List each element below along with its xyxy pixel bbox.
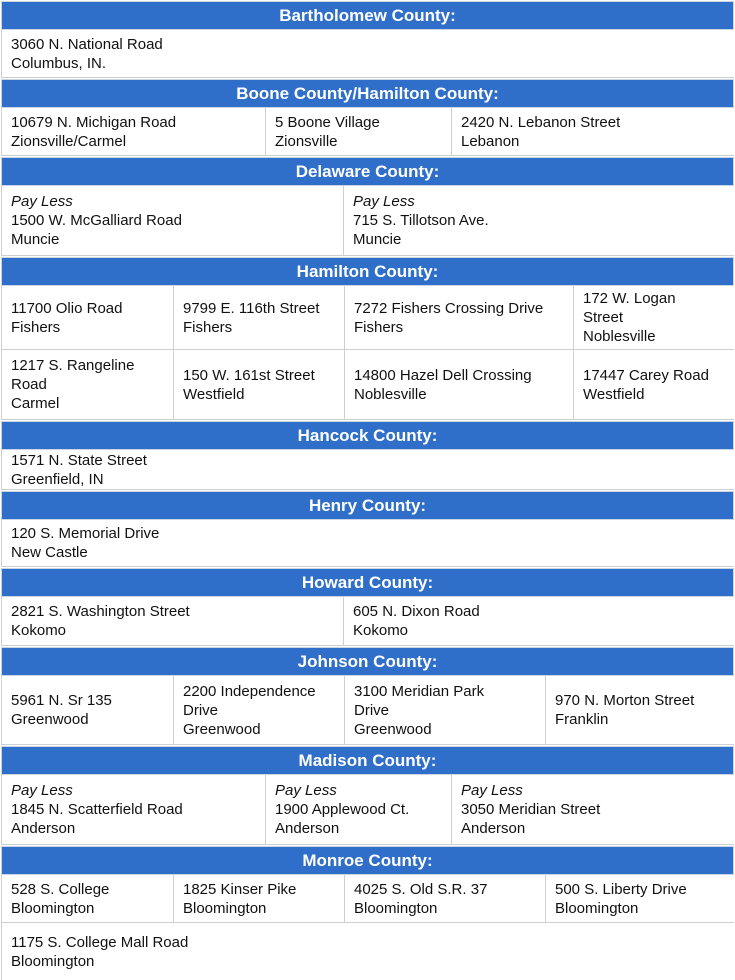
address-cell xyxy=(265,108,451,155)
city-line: Noblesville xyxy=(583,328,656,345)
street-line: 1571 N. State Street xyxy=(11,451,147,469)
street-line: 5961 N. Sr 135 xyxy=(11,692,112,709)
city-line: New Castle xyxy=(11,544,88,561)
street-line: 1175 S. College Mall Road xyxy=(11,933,189,951)
address-cell xyxy=(1,676,173,744)
street-line: 9799 E. 116th Street xyxy=(183,299,320,317)
address-cell xyxy=(1,875,173,922)
store-label: Pay Less xyxy=(11,193,73,210)
street-line: 715 S. Tillotson Ave. xyxy=(353,212,489,229)
city-line: Zionsville/Carmel xyxy=(11,132,127,150)
street-line: 500 S. Liberty Drive xyxy=(555,880,687,898)
city-line: Greenwood xyxy=(354,720,432,738)
address-cell xyxy=(1,350,173,419)
city-line: Anderson xyxy=(11,820,76,837)
address-cell xyxy=(344,286,573,349)
city-line: Franklin xyxy=(555,711,609,728)
city-line: Fishers xyxy=(354,318,404,336)
street-line: 1900 Applewood Ct. xyxy=(275,801,410,818)
address-cell xyxy=(1,286,173,349)
city-line: Bloomington xyxy=(555,899,639,917)
street-line: 150 W. 161st Street xyxy=(183,366,315,384)
city-line: Bloomington xyxy=(354,899,438,917)
address-cell xyxy=(173,286,344,349)
address-cell xyxy=(573,350,734,419)
city-line: Columbus, IN. xyxy=(11,54,107,72)
address-cell xyxy=(344,350,573,419)
table-row xyxy=(1,30,734,78)
city-line: Bloomington xyxy=(11,899,95,917)
street-line: 120 S. Memorial Drive xyxy=(11,525,160,542)
city-line: Fishers xyxy=(183,318,233,336)
city-line: Bloomington xyxy=(183,899,267,917)
city-line: Greenwood xyxy=(183,720,261,738)
address-cell xyxy=(1,520,734,566)
city-line: Kokomo xyxy=(353,622,409,639)
address-cell xyxy=(1,597,343,645)
address-cell xyxy=(1,186,343,255)
address-cell xyxy=(1,923,734,980)
address-cell xyxy=(173,875,344,922)
store-label: Pay Less xyxy=(353,193,415,210)
section-header-henry: Henry County: xyxy=(1,491,734,520)
street-line: 3100 Meridian Park xyxy=(354,682,485,700)
street-line: Road xyxy=(11,376,47,393)
table-row xyxy=(1,186,734,256)
street-line: 528 S. College xyxy=(11,880,110,898)
table-row xyxy=(1,286,734,350)
street-line: 2200 Independence xyxy=(183,682,316,700)
city-line: Anderson xyxy=(461,820,526,837)
address-cell xyxy=(343,186,734,255)
store-label: Pay Less xyxy=(11,782,73,799)
street-line: 7272 Fishers Crossing Drive xyxy=(354,299,544,317)
address-cell xyxy=(545,875,734,922)
address-cell xyxy=(1,30,734,77)
table-row xyxy=(1,597,734,646)
city-line: Lebanon xyxy=(461,132,520,150)
address-cell xyxy=(573,286,734,349)
table-row xyxy=(1,775,734,845)
address-cell xyxy=(1,450,734,489)
street-line: 11700 Olio Road xyxy=(11,299,123,317)
street-line: 605 N. Dixon Road xyxy=(353,603,480,620)
street-line: 3060 N. National Road xyxy=(11,35,163,53)
street-line: 1825 Kinser Pike xyxy=(183,880,297,898)
city-line: Muncie xyxy=(353,231,402,248)
street-line: 172 W. Logan xyxy=(583,290,676,307)
street-line: 17447 Carey Road xyxy=(583,366,709,384)
table-row xyxy=(1,676,734,745)
address-cell xyxy=(344,875,545,922)
section-header-johnson: Johnson County: xyxy=(1,647,734,676)
street-line: 2420 N. Lebanon Street xyxy=(461,113,621,131)
table-row xyxy=(1,450,734,490)
street-line: 970 N. Morton Street xyxy=(555,692,695,709)
city-line: Westfield xyxy=(183,385,245,403)
street-line: Drive xyxy=(354,701,390,719)
city-line: Bloomington xyxy=(11,952,95,970)
section-header-bartholomew: Bartholomew County: xyxy=(1,1,734,30)
street-line: 14800 Hazel Dell Crossing xyxy=(354,366,532,384)
table-row xyxy=(1,350,734,420)
section-header-boone: Boone County/Hamilton County: xyxy=(1,79,734,108)
table-row xyxy=(1,520,734,567)
store-label: Pay Less xyxy=(461,782,523,799)
street-line: 4025 S. Old S.R. 37 xyxy=(354,880,488,898)
city-line: Carmel xyxy=(11,395,60,412)
section-header-hancock: Hancock County: xyxy=(1,421,734,450)
city-line: Westfield xyxy=(583,385,645,403)
address-cell xyxy=(451,775,734,844)
street-line: Street xyxy=(583,309,624,326)
address-cell xyxy=(343,597,734,645)
city-line: Noblesville xyxy=(354,385,427,403)
section-header-hamilton: Hamilton County: xyxy=(1,257,734,286)
street-line: Drive xyxy=(183,701,219,719)
street-line: 5 Boone Village xyxy=(275,113,380,131)
street-line xyxy=(11,356,173,375)
store-label: Pay Less xyxy=(275,782,337,799)
city-line: Anderson xyxy=(275,820,340,837)
street-line: 2821 S. Washington Street xyxy=(11,603,190,620)
city-line: Zionsville xyxy=(275,132,338,150)
city-line: Muncie xyxy=(11,231,60,248)
address-cell xyxy=(344,676,545,744)
city-line: Kokomo xyxy=(11,622,67,639)
city-line: Greenfield, IN xyxy=(11,470,104,488)
street-line: 1845 N. Scatterfield Road xyxy=(11,801,183,818)
table-row xyxy=(1,875,734,923)
address-cell xyxy=(1,775,265,844)
table-row xyxy=(1,923,734,980)
address-cell xyxy=(1,108,265,155)
section-header-delaware: Delaware County: xyxy=(1,157,734,186)
street-line: 10679 N. Michigan Road xyxy=(11,113,177,131)
section-header-monroe: Monroe County: xyxy=(1,846,734,875)
city-line: Greenwood xyxy=(11,711,89,728)
address-cell xyxy=(265,775,451,844)
address-cell xyxy=(173,676,344,744)
section-header-howard: Howard County: xyxy=(1,568,734,597)
street-line-text: 1217 S. Rangeline xyxy=(11,357,135,374)
city-line: Fishers xyxy=(11,318,61,336)
street-line: 1500 W. McGalliard Road xyxy=(11,212,182,229)
street-line: 3050 Meridian Street xyxy=(461,801,601,818)
address-cell xyxy=(173,350,344,419)
address-cell xyxy=(545,676,734,744)
table-row xyxy=(1,108,734,156)
section-header-madison: Madison County: xyxy=(1,746,734,775)
address-cell xyxy=(451,108,734,155)
